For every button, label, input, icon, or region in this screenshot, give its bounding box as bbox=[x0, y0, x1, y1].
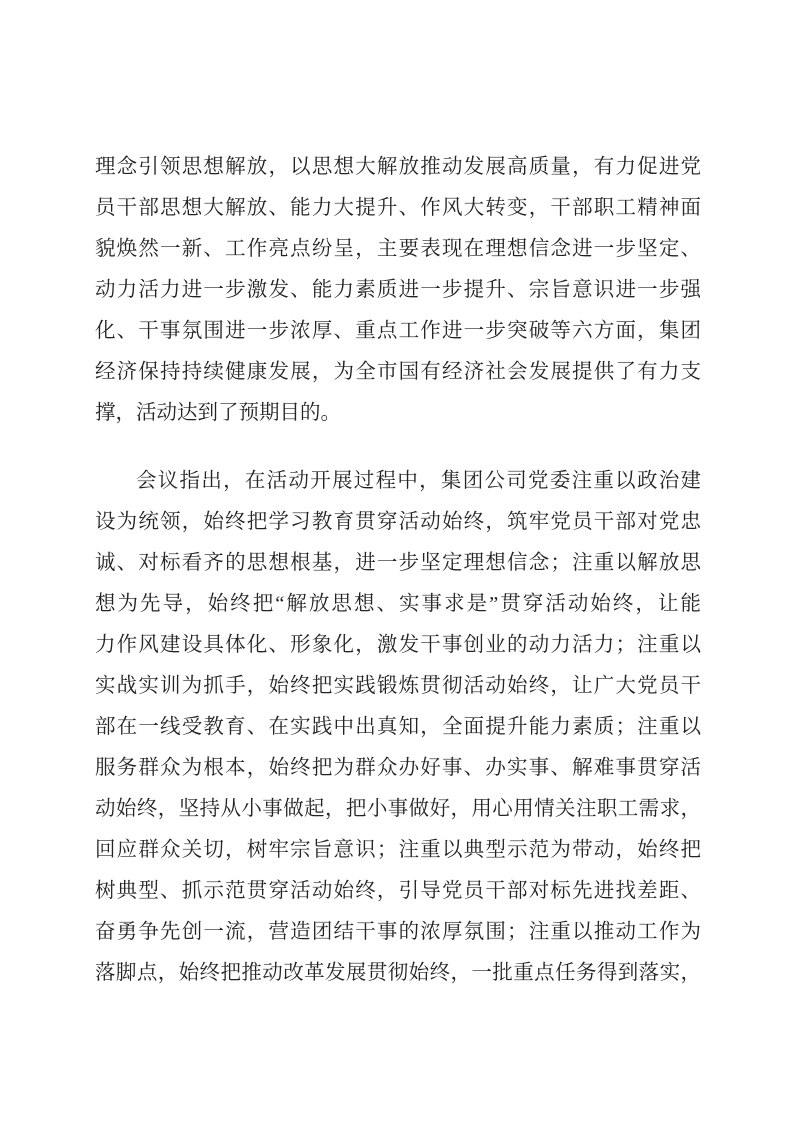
paragraph-2 bbox=[95, 461, 701, 994]
text-line: 诚、对标看齐的思想根基，进一步坚定理想信念；注重以解放思 bbox=[95, 552, 701, 574]
text-line: 貌焕然一新、工作亮点纷呈，主要表现在理想信念进一步坚定、 bbox=[95, 238, 701, 260]
text-line: 部在一线受教育、在实践中出真知，全面提升能力素质；注重以 bbox=[95, 716, 701, 738]
text-line: 力作风建设具体化、形象化，激发干事创业的动力活力；注重以 bbox=[95, 634, 701, 656]
text-line: 实战实训为抓手，始终把实践锻炼贯彻活动始终，让广大党员干 bbox=[95, 675, 701, 697]
text-line: 设为统领，始终把学习教育贯穿活动始终，筑牢党员干部对党忠 bbox=[95, 511, 701, 533]
text-line: 落脚点，始终把推动改革发展贯彻始终，一批重点任务得到落实， bbox=[95, 962, 701, 984]
text-line: 奋勇争先创一流，营造团结干事的浓厚氛围；注重以推动工作为 bbox=[95, 921, 701, 943]
paragraph-1 bbox=[95, 147, 701, 434]
text-line: 服务群众为根本，始终把为群众办好事、办实事、解难事贯穿活 bbox=[95, 757, 701, 779]
text-line: 员干部思想大解放、能力大提升、作风大转变，干部职工精神面 bbox=[95, 197, 701, 219]
text-line: 撑，活动达到了预期目的。 bbox=[95, 402, 341, 424]
text-line: 回应群众关切，树牢宗旨意识；注重以典型示范为带动，始终把 bbox=[95, 839, 701, 861]
text-line: 化、干事氛围进一步浓厚、重点工作进一步突破等六方面，集团 bbox=[95, 320, 701, 342]
text-line: 经济保持持续健康发展，为全市国有经济社会发展提供了有力支 bbox=[95, 361, 701, 383]
text-line: 树典型、抓示范贯穿活动始终，引导党员干部对标先进找差距、 bbox=[95, 880, 701, 902]
text-line: 理念引领思想解放，以思想大解放推动发展高质量，有力促进党 bbox=[95, 156, 701, 178]
text-line: 动始终，坚持从小事做起，把小事做好，用心用情关注职工需求， bbox=[95, 798, 701, 820]
text-line: 想为先导，始终把“解放思想、实事求是”贯穿活动始终，让能 bbox=[95, 593, 701, 615]
text-line: 会议指出，在活动开展过程中，集团公司党委注重以政治建 bbox=[136, 470, 701, 492]
text-line: 动力活力进一步激发、能力素质进一步提升、宗旨意识进一步强 bbox=[95, 279, 701, 301]
